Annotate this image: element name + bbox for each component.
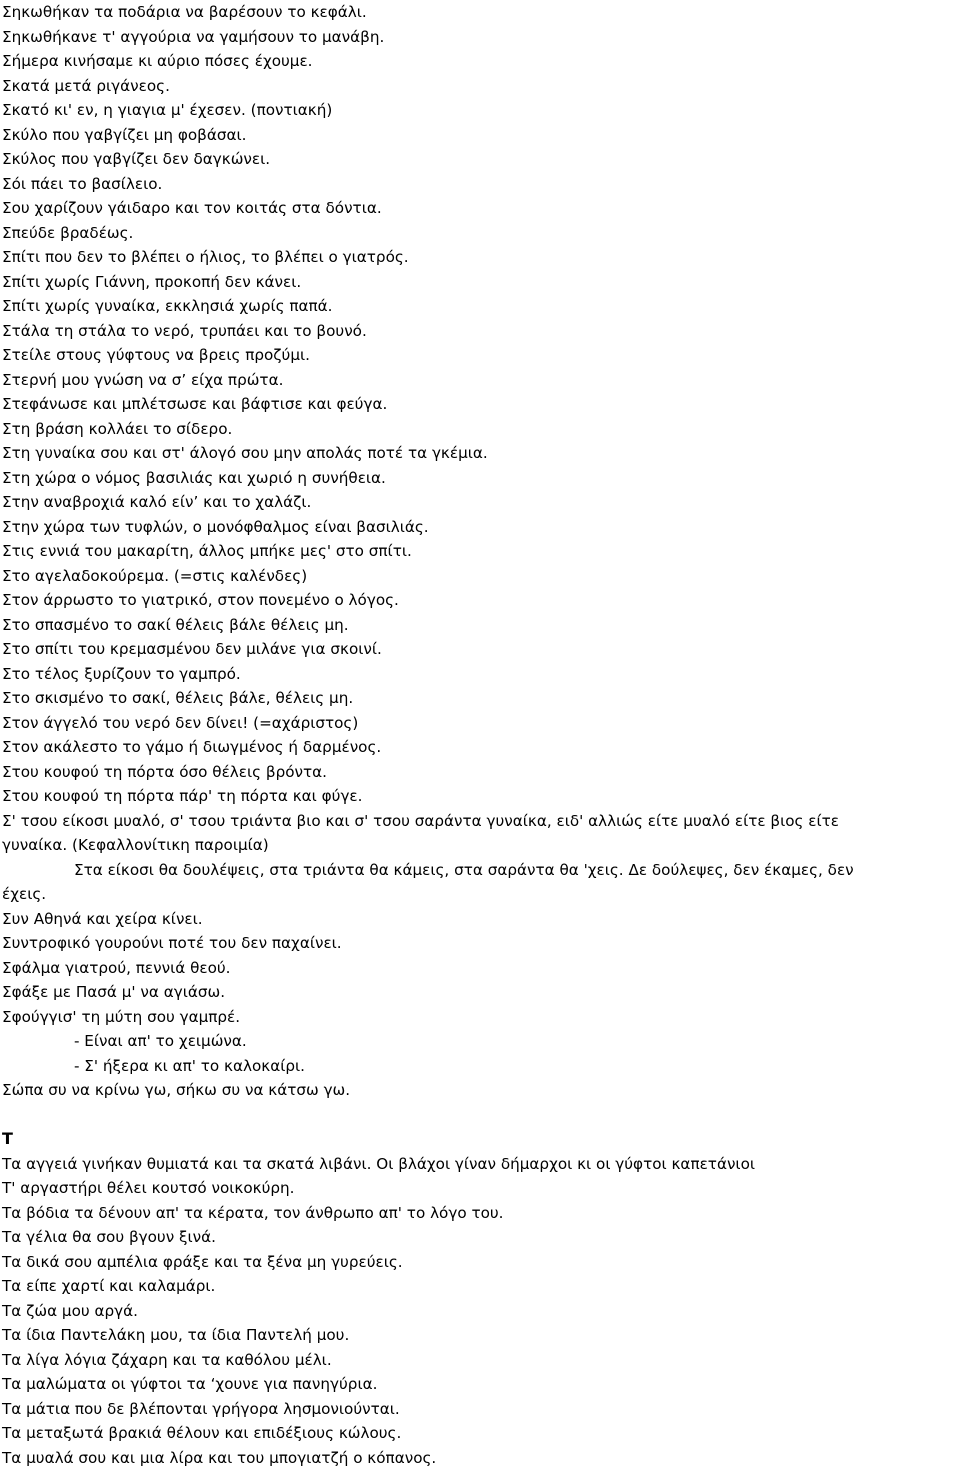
proverb-line: Τα γέλια θα σου βγουν ξινά. <box>2 1225 957 1250</box>
dialogue-line: - Είναι απ' το χειμώνα. <box>2 1029 957 1054</box>
document-page <box>2 0 957 1470</box>
proverb-line: Στο σπίτι του κρεμασμένου δεν μιλάνε για σκοινί. <box>2 637 957 662</box>
proverbs-t-block <box>2 1152 957 1470</box>
section-heading-letter: Τ <box>2 1127 957 1152</box>
proverbs-s-block-2 <box>2 907 957 1030</box>
proverb-line: Σκατό κι' εν, η γιαγια μ' έχεσεν. (ποντιακή) <box>2 98 957 123</box>
proverb-line: Στη χώρα ο νόμος βασιλιάς και χωριό η συνήθεια. <box>2 466 957 491</box>
proverb-line: Σπεύδε βραδέως. <box>2 221 957 246</box>
proverb-line: Τα ζώα μου αργά. <box>2 1299 957 1324</box>
proverb-line: Στο τέλος ξυρίζουν το γαμπρό. <box>2 662 957 687</box>
proverb-line: Στην αναβροχιά καλό είν’ και το χαλάζι. <box>2 490 957 515</box>
proverb-line: Στον ακάλεστο το γάμο ή διωγμένος ή δαρμένος. <box>2 735 957 760</box>
proverb-line: Στην χώρα των τυφλών, ο μονόφθαλμος είναι βασιλιάς. <box>2 515 957 540</box>
proverb-line: Συντροφικό γουρούνι ποτέ του δεν παχαίνει. <box>2 931 957 956</box>
proverb-line: γυναίκα. (Κεφαλλονίτικη παροιμία) <box>2 833 957 858</box>
proverb-line: Σ' τσου είκοσι μυαλό, σ' τσου τριάντα βιο και σ' τσου σαράντα γυναίκα, ειδ' αλλιώς είτε μυαλό είτε βιος είτε <box>2 809 957 834</box>
proverb-line: Σπίτι χωρίς γυναίκα, εκκλησιά χωρίς παπά. <box>2 294 957 319</box>
proverb-line: Τα μάτια που δε βλέπονται γρήγορα λησμονιούνται. <box>2 1397 957 1422</box>
proverbs-s-block-3 <box>2 1078 957 1103</box>
proverb-line: Σήμερα κινήσαμε κι αύριο πόσες έχουμε. <box>2 49 957 74</box>
proverb-line: Σκύλος που γαβγίζει δεν δαγκώνει. <box>2 147 957 172</box>
blank-line <box>2 1103 957 1128</box>
proverb-line: Σφάξε με Πασά μ' να αγιάσω. <box>2 980 957 1005</box>
proverb-line: Τα μαλώματα οι γύφτοι τα ‘χουνε για πανηγύρια. <box>2 1372 957 1397</box>
dialogue-block <box>2 1029 957 1078</box>
proverb-line: Τα δικά σου αμπέλια φράξε και τα ξένα μη γυρεύεις. <box>2 1250 957 1275</box>
proverb-line: Σόι πάει το βασίλειο. <box>2 172 957 197</box>
proverb-line: Σπίτι χωρίς Γιάννη, προκοπή δεν κάνει. <box>2 270 957 295</box>
proverb-line: Στο αγελαδοκούρεμα. (=στις καλένδες) <box>2 564 957 589</box>
proverb-line: Στου κουφού τη πόρτα πάρ' τη πόρτα και φύγε. <box>2 784 957 809</box>
proverb-line: Στον άγγελό του νερό δεν δίνει! (=αχάριστος) <box>2 711 957 736</box>
proverb-line: Σφούγγισ' τη μύτη σου γαμπρέ. <box>2 1005 957 1030</box>
proverb-line: Στις εννιά του μακαρίτη, άλλος μπήκε μες' στο σπίτι. <box>2 539 957 564</box>
proverb-line: Στον άρρωστο το γιατρικό, στον πονεμένο ο λόγος. <box>2 588 957 613</box>
proverbs-s-block <box>2 0 957 858</box>
proverb-line: Τα ίδια Παντελάκη μου, τα ίδια Παντελή μου. <box>2 1323 957 1348</box>
proverb-line: Στη βράση κολλάει το σίδερο. <box>2 417 957 442</box>
proverb-line: Στο σπασμένο το σακί θέλεις βάλε θέλεις μη. <box>2 613 957 638</box>
proverb-line: Σηκωθήκαν τα ποδάρια να βαρέσουν το κεφάλι. <box>2 0 957 25</box>
proverb-line: Στείλε στους γύφτους να βρεις προζύμι. <box>2 343 957 368</box>
proverb-line: Στεφάνωσε και μπλέτσωσε και βάφτισε και φεύγα. <box>2 392 957 417</box>
proverb-line: Τα μεταξωτά βρακιά θέλουν και επιδέξιους κώλους. <box>2 1421 957 1446</box>
proverb-line: Σκατά μετά ριγάνεος. <box>2 74 957 99</box>
indented-proverb: Στα είκοσι θα δουλέψεις, στα τριάντα θα κάμεις, στα σαράντα θα 'χεις. Δε δούλεψες, δεν έκαμες, δεν <box>2 858 957 883</box>
proverb-line: Σπίτι που δεν το βλέπει ο ήλιος, το βλέπει ο γιατρός. <box>2 245 957 270</box>
proverb-line: Τα βόδια τα δένουν απ' τα κέρατα, τον άνθρωπο απ' το λόγο του. <box>2 1201 957 1226</box>
proverb-line: Τα λίγα λόγια ζάχαρη και τα καθόλου μέλι. <box>2 1348 957 1373</box>
proverb-line: Σφάλμα γιατρού, πεννιά θεού. <box>2 956 957 981</box>
proverb-line: Σου χαρίζουν γάιδαρο και τον κοιτάς στα δόντια. <box>2 196 957 221</box>
proverb-line: Στη γυναίκα σου και στ' άλογό σου μην απολάς ποτέ τα γκέμια. <box>2 441 957 466</box>
proverb-line: Συν Αθηνά και χείρα κίνει. <box>2 907 957 932</box>
proverb-line: Σκύλο που γαβγίζει μη φοβάσαι. <box>2 123 957 148</box>
proverb-line: Τα είπε χαρτί και καλαμάρι. <box>2 1274 957 1299</box>
proverb-line: Τα αγγειά γινήκαν θυμιατά και τα σκατά λιβάνι. Οι βλάχοι γίναν δήμαρχοι κι οι γύφτοι καπετάνιοι <box>2 1152 957 1177</box>
proverb-line: Τα μυαλά σου και μια λίρα και του μπογιατζή ο κόπανος. <box>2 1446 957 1470</box>
proverb-line: Στο σκισμένο το σακί, θέλεις βάλε, θέλεις μη. <box>2 686 957 711</box>
indented-proverb-continuation: έχεις. <box>2 882 957 907</box>
proverb-line: Στου κουφού τη πόρτα όσο θέλεις βρόντα. <box>2 760 957 785</box>
proverb-line: Σώπα συ να κρίνω γω, σήκω συ να κάτσω γω. <box>2 1078 957 1103</box>
dialogue-line: - Σ' ήξερα κι απ' το καλοκαίρι. <box>2 1054 957 1079</box>
proverb-line: Στάλα τη στάλα το νερό, τρυπάει και το βουνό. <box>2 319 957 344</box>
proverb-line: Στερνή μου γνώση να σ’ είχα πρώτα. <box>2 368 957 393</box>
proverb-line: Τ' αργαστήρι θέλει κουτσό νοικοκύρη. <box>2 1176 957 1201</box>
proverb-line: Σηκωθήκανε τ' αγγούρια να γαμήσουν το μανάβη. <box>2 25 957 50</box>
